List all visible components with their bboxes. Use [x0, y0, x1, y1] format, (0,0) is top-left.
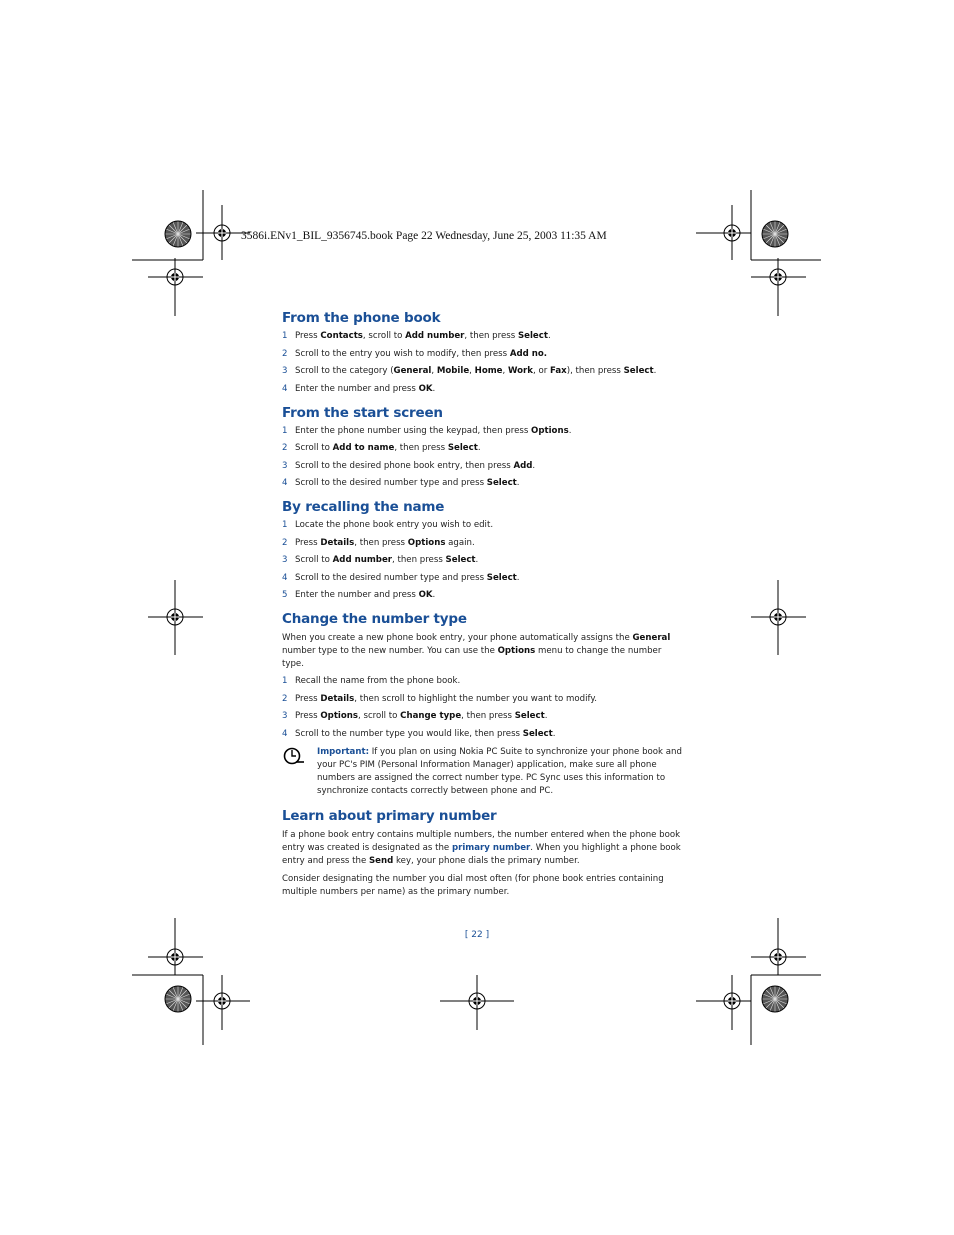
step-number: 3 — [282, 460, 288, 471]
step-text: Scroll to the desired number type and press Select. — [295, 478, 520, 488]
step-number: 3 — [282, 555, 288, 565]
step-number: 1 — [282, 425, 288, 436]
section-heading: Learn about primary number — [282, 808, 497, 824]
step-number: 2 — [282, 348, 288, 359]
step-item — [282, 711, 682, 722]
section-heading: By recalling the name — [282, 499, 445, 515]
step-text: Locate the phone book entry you wish to edit. — [295, 520, 494, 530]
step-text: Scroll to the desired phone book entry, then press Add. — [295, 460, 536, 471]
section — [282, 405, 682, 490]
step-number: 3 — [282, 711, 288, 721]
step-text: Scroll to Add to name, then press Select. — [295, 443, 481, 453]
step-number: 3 — [282, 366, 288, 376]
section — [282, 499, 682, 601]
step-text: Scroll to the entry you wish to modify, then press Add no. — [295, 348, 548, 359]
step-number: 4 — [282, 478, 288, 488]
paragraph: If a phone book entry contains multiple numbers, the number entered when the phone book entry was created is designated as the primary number. When you highlight a phone book entry and press the Send key, your phone dials the primary number. — [282, 830, 681, 866]
section — [282, 808, 682, 899]
step-item — [282, 520, 682, 531]
section-heading: From the phone book — [282, 310, 441, 326]
step-text: Recall the name from the phone book. — [295, 676, 461, 686]
section — [282, 310, 682, 395]
step-number: 1 — [282, 520, 288, 530]
step-item — [282, 366, 682, 377]
step-item — [282, 349, 682, 360]
print-header: 3586i.ENv1_BIL_9356745.book Page 22 Wednesday, June 25, 2003 11:35 AM — [241, 230, 607, 242]
step-item — [282, 331, 682, 342]
step-number: 2 — [282, 537, 288, 548]
step-item — [282, 461, 682, 472]
step-number: 2 — [282, 693, 288, 704]
main-content — [282, 310, 682, 909]
note-text: Important: If you plan on using Nokia PC Suite to synchronize your phone book and your PC's PIM (Personal Information Manager) application, make sure all phone numbers are assigned the correct number type. PC Sync uses this information to synchronize contacts correctly between phone and PC. — [317, 747, 682, 796]
step-text: Scroll to Add number, then press Select. — [295, 555, 479, 565]
note-icon — [282, 746, 317, 798]
section-intro: When you create a new phone book entry, your phone automatically assigns the General number type to the new number. You can use the Options menu to change the number type. — [282, 633, 671, 669]
step-text: Press Details, then scroll to highlight the number you want to modify. — [295, 693, 597, 704]
step-text: Scroll to the number type you would like, then press Select. — [295, 728, 556, 739]
step-text: Enter the phone number using the keypad, then press Options. — [295, 425, 572, 436]
step-item — [282, 729, 682, 740]
step-item — [282, 694, 682, 705]
step-number: 5 — [282, 590, 288, 600]
step-item — [282, 384, 682, 395]
step-item — [282, 443, 682, 454]
section — [282, 611, 682, 798]
step-number: 4 — [282, 383, 288, 394]
section-heading: From the start screen — [282, 404, 443, 421]
step-text: Press Options, scroll to Change type, then press Select. — [295, 711, 548, 721]
step-item — [282, 478, 682, 489]
paragraph: Consider designating the number you dial most often (for phone book entries containing multiple numbers per name) as the primary number. — [282, 874, 664, 897]
step-item — [282, 538, 682, 549]
step-number: 1 — [282, 676, 288, 686]
section-heading: Change the number type — [282, 611, 467, 627]
step-item — [282, 555, 682, 566]
step-text: Press Details, then press Options again. — [295, 537, 475, 548]
step-text: Scroll to the desired number type and press Select. — [295, 572, 520, 583]
page-number: [ 22 ] — [464, 930, 490, 940]
step-item — [282, 573, 682, 584]
step-text: Enter the number and press OK. — [295, 383, 436, 394]
step-item — [282, 426, 682, 437]
step-text: Press Contacts, scroll to Add number, then press Select. — [295, 331, 551, 341]
step-text: Enter the number and press OK. — [295, 590, 436, 600]
step-number: 4 — [282, 572, 288, 583]
step-text: Scroll to the category (General, Mobile, Home, Work, or Fax), then press Select. — [295, 366, 657, 376]
step-number: 1 — [282, 331, 288, 341]
step-item — [282, 590, 682, 601]
step-number: 4 — [282, 728, 288, 739]
important-note — [282, 746, 682, 798]
step-item — [282, 676, 682, 687]
step-number: 2 — [282, 443, 288, 453]
